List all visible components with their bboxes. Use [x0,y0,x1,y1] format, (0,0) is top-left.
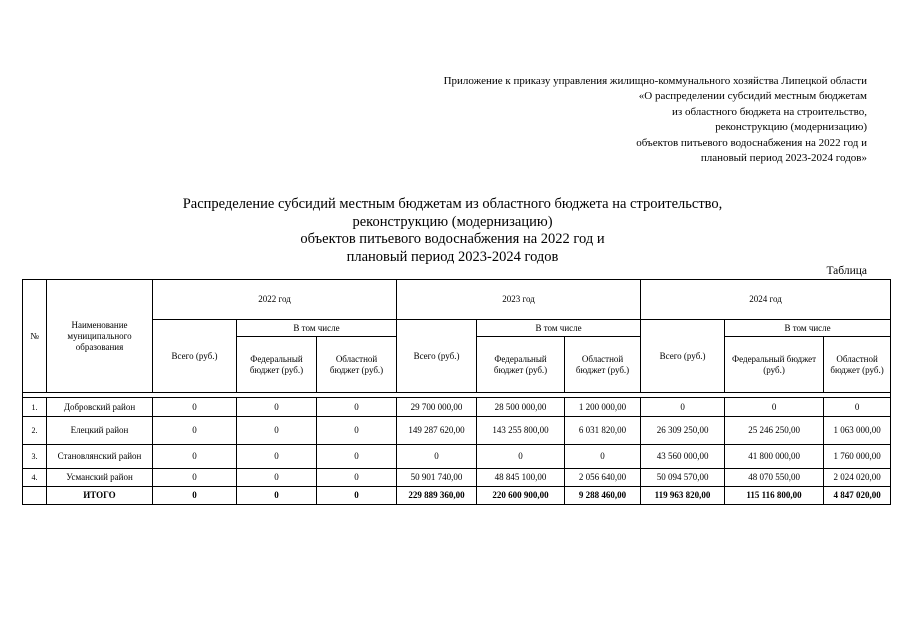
column-number-header: № [23,280,47,393]
total-cell: 0 [317,487,397,505]
value-cell: 1 063 000,00 [824,417,891,445]
row-number: 2. [23,417,47,445]
table-row [23,445,891,469]
value-cell: 0 [153,417,237,445]
appendix-line: «О распределении субсидий местным бюджетам [638,90,867,103]
value-cell: 43 560 000,00 [641,445,725,469]
table-row [23,469,891,487]
including-header: В том числе [477,320,641,337]
value-cell: 0 [237,445,317,469]
value-cell: 29 700 000,00 [397,398,477,417]
value-cell: 0 [153,445,237,469]
value-cell: 0 [237,469,317,487]
total-cell: 119 963 820,00 [641,487,725,505]
total-cell: 9 288 460,00 [565,487,641,505]
value-cell: 149 287 620,00 [397,417,477,445]
row-number: 3. [23,445,47,469]
value-cell: 143 255 800,00 [477,417,565,445]
value-cell: 0 [317,398,397,417]
value-cell: 50 094 570,00 [641,469,725,487]
municipality-name: Елецкий район [47,417,153,445]
subsidy-table [22,279,891,505]
total-cell: 220 600 900,00 [477,487,565,505]
appendix-line: реконструкцию (модернизацию) [715,121,867,134]
appendix-header [327,74,867,166]
municipality-name: Усманский район [47,469,153,487]
municipality-name: Добровский район [47,398,153,417]
federal-header: Федеральный бюджет (руб.) [477,337,565,393]
total-header: Всего (руб.) [641,320,725,393]
year-header-2023: 2023 год [397,280,641,320]
value-cell: 0 [237,417,317,445]
year-header-2024: 2024 год [641,280,891,320]
value-cell: 0 [477,445,565,469]
value-cell: 0 [641,398,725,417]
regional-header: Областной бюджет (руб.) [565,337,641,393]
table-row [23,417,891,445]
value-cell: 0 [824,398,891,417]
total-label: ИТОГО [47,487,153,505]
total-header: Всего (руб.) [153,320,237,393]
appendix-line: объектов питьевого водоснабжения на 2022 год и [636,136,867,149]
value-cell: 6 031 820,00 [565,417,641,445]
federal-header: Федеральный бюджет (руб.) [237,337,317,393]
total-cell: 0 [237,487,317,505]
total-cell: 4 847 020,00 [824,487,891,505]
title-line: реконструкцию (модернизацию) [352,213,553,230]
value-cell: 1 200 000,00 [565,398,641,417]
value-cell: 0 [317,469,397,487]
year-header-2022: 2022 год [153,280,397,320]
regional-header: Областной бюджет (руб.) [317,337,397,393]
row-number [23,487,47,505]
value-cell: 0 [317,445,397,469]
value-cell: 48 070 550,00 [725,469,824,487]
total-row [23,487,891,505]
appendix-line: плановый период 2023-2024 годов» [700,152,867,165]
value-cell: 0 [565,445,641,469]
appendix-line: из областного бюджета на строительство, [672,105,867,118]
value-cell: 25 246 250,00 [725,417,824,445]
value-cell: 41 800 000,00 [725,445,824,469]
value-cell: 0 [317,417,397,445]
value-cell: 0 [153,398,237,417]
total-header: Всего (руб.) [397,320,477,393]
title-line: объектов питьевого водоснабжения на 2022 год и [300,231,605,247]
table-row [23,398,891,417]
column-name-header: Наименование муниципального образования [47,280,153,393]
title-line: плановый период 2023-2024 годов [346,248,559,265]
including-header: В том числе [725,320,891,337]
federal-header: Федеральный бюджет (руб.) [725,337,824,393]
value-cell: 28 500 000,00 [477,398,565,417]
value-cell: 0 [725,398,824,417]
value-cell: 50 901 740,00 [397,469,477,487]
value-cell: 0 [397,445,477,469]
value-cell: 48 845 100,00 [477,469,565,487]
total-cell: 0 [153,487,237,505]
document-title [0,196,905,266]
municipality-name: Становлянский район [47,445,153,469]
appendix-line: Приложение к приказу управления жилищно-коммунального хозяйства Липецкой области [443,75,867,87]
total-cell: 229 889 360,00 [397,487,477,505]
title-line: Распределение субсидий местным бюджетам из областного бюджета на строительство, [182,196,723,212]
table-label: Таблица [826,265,867,277]
value-cell: 26 309 250,00 [641,417,725,445]
regional-header: Областной бюджет (руб.) [824,337,891,393]
row-number: 1. [23,398,47,417]
value-cell: 1 760 000,00 [824,445,891,469]
value-cell: 0 [237,398,317,417]
value-cell: 2 024 020,00 [824,469,891,487]
total-cell: 115 116 800,00 [725,487,824,505]
row-number: 4. [23,469,47,487]
value-cell: 0 [153,469,237,487]
including-header: В том числе [237,320,397,337]
value-cell: 2 056 640,00 [565,469,641,487]
